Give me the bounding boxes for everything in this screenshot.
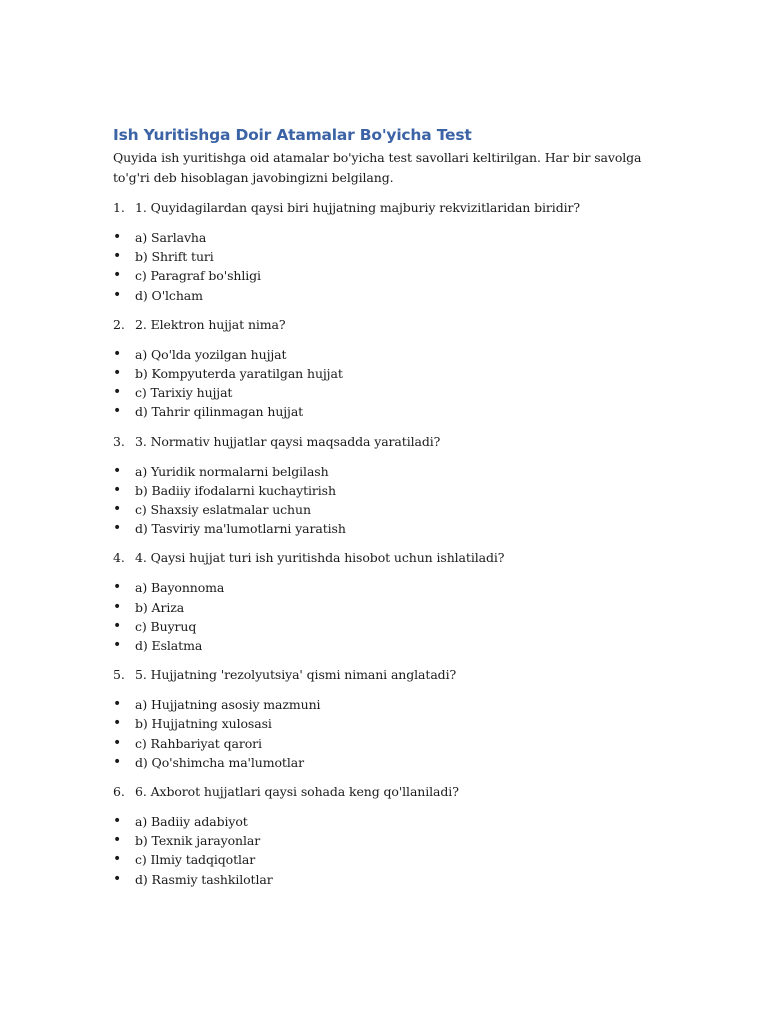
option-text: b) Shrift turi — [135, 249, 214, 265]
bullet-icon: • — [113, 851, 122, 868]
option-list — [113, 812, 658, 889]
option-list — [113, 578, 658, 655]
option-text: c) Rahbariyat qarori — [135, 735, 262, 751]
option-text: d) Qo'shimcha ma'lumotlar — [135, 754, 304, 770]
option-item — [113, 247, 658, 266]
question — [113, 548, 658, 568]
option-text: b) Kompyuterda yaratilgan hujjat — [135, 366, 343, 382]
option-text: b) Hujjatning xulosasi — [135, 716, 272, 732]
bullet-icon: • — [113, 345, 122, 362]
question — [113, 432, 658, 452]
question-number: 6. — [113, 784, 125, 800]
option-text: d) Tahrir qilinmagan hujjat — [135, 404, 304, 420]
question-block-3 — [113, 432, 658, 539]
option-item — [113, 481, 658, 500]
document-title: Ish Yuritishga Doir Atamalar Bo'yicha Test — [113, 126, 472, 144]
question-text: 1. Quyidagilardan qaysi biri hujjatning majburiy rekvizitlaridan biridir? — [135, 200, 580, 215]
bullet-icon: • — [113, 229, 122, 245]
bullet-icon: • — [113, 365, 122, 382]
option-text: c) Tarixiy hujjat — [135, 385, 233, 401]
question-text: 6. Axborot hujjatlari qaysi sohada keng qo'llaniladi? — [135, 784, 459, 800]
option-text: b) Badiiy ifodalarni kuchaytirish — [135, 482, 336, 498]
question-text: 5. Hujjatning 'rezolyutsiya' qismi nimani anglatadi? — [135, 667, 457, 683]
bullet-icon: • — [113, 501, 122, 518]
option-item — [113, 870, 658, 889]
question-block-5 — [113, 665, 658, 772]
bullet-icon: • — [113, 832, 122, 849]
bullet-icon: • — [113, 384, 122, 401]
option-text: c) Buyruq — [135, 618, 197, 634]
option-text: a) Badiiy adabiyot — [135, 814, 248, 830]
question-block-1 — [113, 198, 658, 305]
option-item — [113, 500, 658, 519]
option-item — [113, 364, 658, 383]
bullet-icon: • — [113, 617, 122, 634]
question-block-4 — [113, 548, 658, 655]
option-text: a) Hujjatning asosiy mazmuni — [135, 697, 321, 713]
option-text: d) Tasviriy ma'lumotlarni yaratish — [135, 521, 346, 537]
option-list — [113, 695, 658, 772]
bullet-icon: • — [113, 696, 122, 713]
option-text: d) O'lcham — [135, 287, 203, 303]
option-item — [113, 228, 658, 247]
question — [113, 198, 658, 218]
question-block-2 — [113, 315, 658, 422]
option-list — [113, 462, 658, 539]
option-text: c) Ilmiy tadqiqotlar — [135, 852, 256, 868]
option-item — [113, 753, 658, 772]
bullet-icon: • — [113, 637, 122, 654]
question-number: 3. — [113, 433, 125, 449]
option-item — [113, 383, 658, 402]
bullet-icon: • — [113, 598, 122, 615]
option-item — [113, 734, 658, 753]
option-text: a) Qo'lda yozilgan hujjat — [135, 346, 287, 362]
bullet-icon: • — [113, 813, 122, 830]
option-item — [113, 812, 658, 831]
bullet-icon: • — [113, 520, 122, 537]
option-text: c) Shaxsiy eslatmalar uchun — [135, 502, 311, 518]
bullet-icon: • — [113, 248, 122, 265]
option-item — [113, 286, 658, 305]
option-item — [113, 345, 658, 364]
question — [113, 782, 658, 802]
option-item — [113, 831, 658, 850]
option-text: a) Yuridik normalarni belgilash — [135, 463, 329, 479]
bullet-icon: • — [113, 462, 122, 479]
bullet-icon: • — [113, 286, 122, 303]
option-list — [113, 345, 658, 422]
document-content — [113, 124, 658, 889]
bullet-icon: • — [113, 870, 122, 887]
option-item — [113, 695, 658, 714]
option-item — [113, 598, 658, 617]
question-number: 5. — [113, 667, 125, 683]
intro-paragraph: Quyida ish yuritishga oid atamalar bo'yicha test savollari keltirilgan. Har bir savolga to'g'ri deb hisoblagan javobingizni belgilang. — [113, 150, 642, 185]
option-item — [113, 266, 658, 285]
option-text: b) Ariza — [135, 599, 185, 615]
question-number: 1. — [113, 200, 125, 215]
option-text: a) Bayonnoma — [135, 580, 225, 596]
option-item — [113, 578, 658, 597]
option-item — [113, 850, 658, 869]
option-text: d) Rasmiy tashkilotlar — [135, 871, 273, 887]
bullet-icon: • — [113, 267, 122, 284]
option-item — [113, 714, 658, 733]
question-text: 2. Elektron hujjat nima? — [135, 316, 286, 332]
bullet-icon: • — [113, 753, 122, 770]
bullet-icon: • — [113, 481, 122, 498]
option-text: a) Sarlavha — [135, 230, 207, 245]
option-text: d) Eslatma — [135, 638, 203, 654]
bullet-icon: • — [113, 403, 122, 420]
option-text: b) Texnik jarayonlar — [135, 833, 261, 849]
question-number: 4. — [113, 550, 125, 566]
option-item — [113, 636, 658, 655]
question-text: 3. Normativ hujjatlar qaysi maqsadda yaratiladi? — [135, 433, 441, 449]
question — [113, 315, 658, 335]
bullet-icon: • — [113, 715, 122, 732]
question-block-6 — [113, 782, 658, 889]
bullet-icon: • — [113, 734, 122, 751]
option-item — [113, 617, 658, 636]
question — [113, 665, 658, 685]
option-item — [113, 519, 658, 538]
question-text: 4. Qaysi hujjat turi ish yuritishda hisobot uchun ishlatiladi? — [135, 550, 505, 566]
option-text: c) Paragraf bo'shligi — [135, 268, 261, 284]
option-list — [113, 228, 658, 305]
option-item — [113, 402, 658, 421]
option-item — [113, 462, 658, 481]
question-number: 2. — [113, 316, 125, 332]
bullet-icon: • — [113, 579, 122, 596]
